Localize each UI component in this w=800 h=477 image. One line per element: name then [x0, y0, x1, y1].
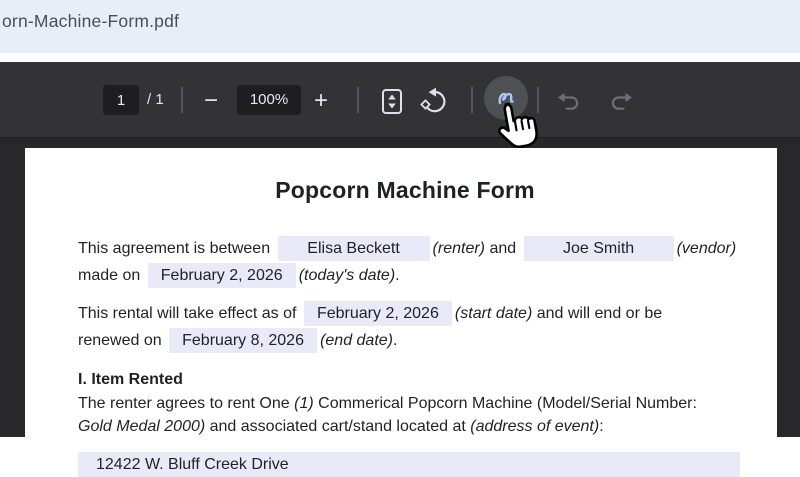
document-text: The renter agrees to rent One [78, 395, 295, 412]
browser-tab[interactable] [0, 0, 800, 53]
text-line [78, 235, 737, 262]
page-number-input[interactable] [103, 85, 139, 115]
zoom-out-button[interactable]: − [193, 83, 229, 119]
document-text: renewed on [78, 332, 167, 349]
document-text: and [485, 240, 521, 257]
pdf-viewer-canvas[interactable] [0, 139, 800, 473]
zoom-in-button[interactable]: + [303, 83, 339, 119]
document-text: This rental will take effect as of [78, 305, 301, 322]
rotate-button[interactable] [416, 83, 452, 119]
document-text: (start date) [454, 305, 533, 322]
undo-button[interactable] [550, 83, 586, 119]
document-text: Commerical Popcorn Machine (Model/Serial Number: [313, 395, 697, 412]
pdf-page [25, 148, 777, 473]
text-line [78, 449, 732, 476]
document-text: (end date) [320, 332, 393, 349]
pdf-page-content [25, 148, 777, 476]
form-field[interactable]: 12422 W. Bluff Creek Drive [78, 452, 740, 477]
toolbar-divider [537, 87, 539, 113]
fit-to-page-icon [381, 88, 403, 115]
undo-icon [555, 89, 581, 113]
text-line [78, 392, 732, 415]
toolbar-divider [181, 87, 183, 113]
document-text: . [393, 332, 398, 349]
text-line [78, 327, 732, 354]
page-count-label: / 1 [147, 91, 164, 108]
toolbar-divider [357, 87, 359, 113]
zoom-level-input[interactable]: 100% [237, 85, 301, 115]
document-text: This agreement is between [78, 240, 275, 257]
form-field[interactable]: February 8, 2026 [169, 328, 317, 353]
document-text: made on [78, 267, 145, 284]
redo-icon [609, 89, 635, 113]
document-text: (vendor) [676, 240, 737, 257]
paragraph [78, 300, 732, 354]
text-line [78, 415, 732, 438]
form-field[interactable]: Joe Smith [524, 236, 674, 261]
text-line [78, 262, 732, 289]
hand-pointer-cursor [488, 97, 542, 156]
document-text: (today's date) [298, 267, 396, 284]
paragraph [78, 392, 732, 438]
fit-to-page-button[interactable] [374, 83, 410, 119]
document-text: (address of event) [470, 418, 600, 435]
document-body [78, 235, 737, 476]
text-line [78, 300, 732, 327]
browser-toolbar-strip [0, 53, 800, 62]
paragraph [78, 235, 737, 289]
section-heading: I. Item Rented [78, 371, 183, 388]
form-field[interactable]: February 2, 2026 [304, 301, 452, 326]
document-text: and will end or be [532, 305, 663, 322]
redo-button[interactable] [604, 83, 640, 119]
form-field[interactable]: Elisa Beckett [278, 236, 430, 261]
document-text: Gold Medal 2000) [78, 418, 206, 435]
document-text: and associated cart/stand located at [205, 418, 471, 435]
document-text: : [599, 418, 604, 435]
tab-title: orn-Machine-Form.pdf [2, 11, 180, 31]
toolbar-divider [471, 87, 473, 113]
document-text: (renter) [432, 240, 485, 257]
document-text: . [395, 267, 400, 284]
form-field[interactable]: February 2, 2026 [148, 263, 296, 288]
document-title: Popcorn Machine Form [275, 177, 535, 203]
pdf-toolbar [0, 62, 800, 138]
rotate-counterclockwise-icon [419, 86, 449, 116]
document-text: (1) [294, 395, 314, 412]
